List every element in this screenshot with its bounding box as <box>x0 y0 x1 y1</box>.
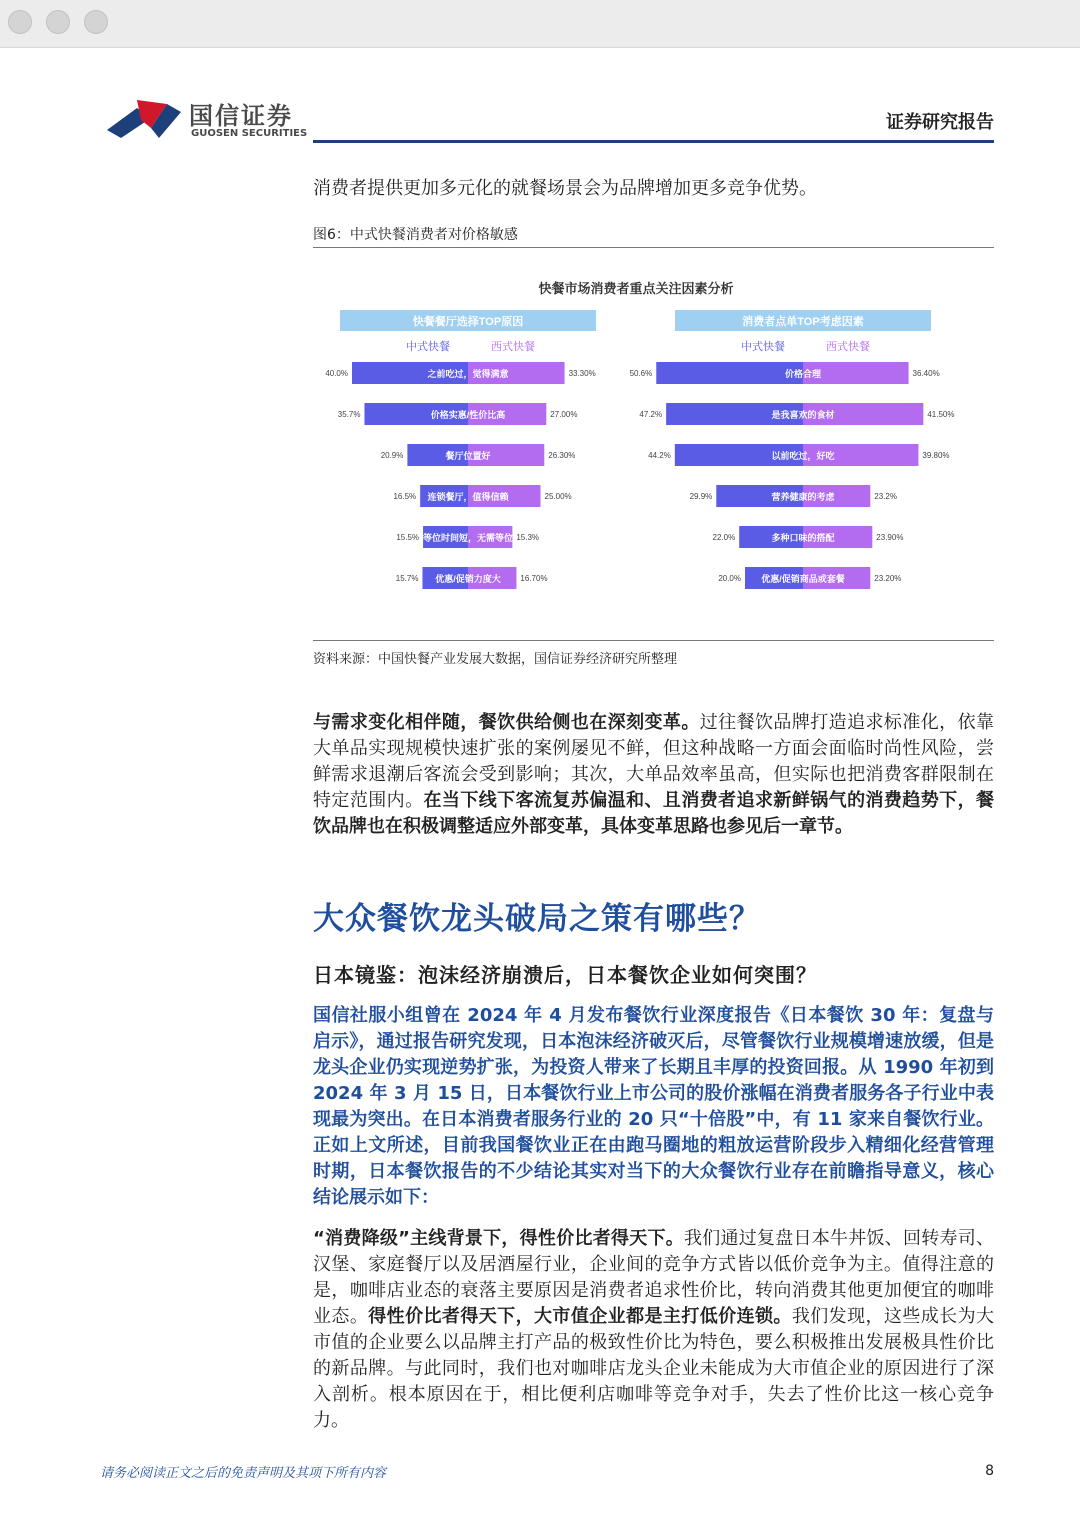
figure-source: 资料来源：中国快餐产业发展大数据，国信证券经济研究所整理 <box>313 652 678 667</box>
bar-chinese <box>656 362 803 384</box>
downgrade-body-2: 我们发现，这些成长为大市值的企业要么以品牌主打产品的极致性价比为特色，要么积极推出发展极具性价比的新品牌。与此同时，我们也对咖啡店龙头企业未能成为大市值企业的原因进行了深入剖析。根本原因在于，相比便利店咖啡等竞争对手，失去了性价比这一核心竞争力。 <box>313 1306 995 1431</box>
consumption-downgrade-paragraph <box>313 1226 994 1434</box>
panel-header-text-0: 快餐餐厅选择TOP原因 <box>412 316 524 328</box>
category-label: 优惠/促销商品或套餐 <box>761 574 845 584</box>
company-logo <box>107 96 308 146</box>
value-label-chinese: 15.7% <box>395 574 419 583</box>
category-label: 餐厅位置好 <box>445 451 491 461</box>
category-label: 优惠/促销力度大 <box>435 574 501 584</box>
panel-header-text-1: 消费者点单TOP考虑因素 <box>742 316 864 328</box>
supply-side-tail: 在当下线下客流复苏偏温和、且消费者追求新鲜锅气的消费趋势下，餐饮品牌也在积极调整适应外部变革，具体变革思路也参见后一章节。 <box>313 790 994 837</box>
logo-mark-icon <box>107 98 183 144</box>
supply-side-lead: 与需求变化相伴随，餐饮供给侧也在深刻变革。 <box>313 712 700 733</box>
intro-paragraph: 消费者提供更加多元化的就餐场景会为品牌增加更多竞争优势。 <box>313 178 817 199</box>
figure-bottom-rule <box>313 640 994 641</box>
value-label-western: 15.3% <box>516 533 540 542</box>
category-label: 之前吃过，觉得满意 <box>427 369 509 379</box>
value-label-chinese: 35.7% <box>337 410 361 419</box>
value-label-western: 25.00% <box>544 492 572 501</box>
value-label-chinese: 16.5% <box>393 492 417 501</box>
figure-title: 图6：中式快餐消费者对价格敏感 <box>313 227 518 243</box>
supply-side-body: 过往餐饮品牌打造追求标准化，依靠大单品实现规模快速扩张的案例屡见不鲜，但这种战略一方面会面临时尚性风险，尝鲜需求退潮后客流会受到影响；其次，大单品效率虽高，但实际也把消费客群限制在特定范围内。 <box>313 712 994 811</box>
window-titlebar <box>0 0 1080 48</box>
value-label-chinese: 20.9% <box>380 451 404 460</box>
window-close-button[interactable] <box>8 10 32 34</box>
japan-report-paragraph: 国信社服小组曾在 2024 年 4 月发布餐饮行业深度报告《日本餐饮 30 年：复盘与启示》，通过报告研究发现，日本泡沫经济破灭后，尽管餐饮行业规模增速放缓，但是龙头企业仍实现逆势扩张，为投资人带来了长期且丰厚的投资回报。从 1990 年初到 2024 年 3 月 15 日，日本餐饮行业上市公司的股价涨幅在消费者服务各子行业中表现最为突出。在日本消费者服务行业的 20 只“十倍股”中，有 11 家来自餐饮行业。正如上文所述，目前我国餐饮业正在由跑马圈地的粗放运营阶段步入精细化经营管理时期，日本餐饮报告的不少结论其实对当下的大众餐饮行业存在前瞻指导意义，核心结论展示如下： <box>313 1005 994 1208</box>
legend-chinese-0: 中式快餐 <box>406 341 450 353</box>
category-label: 价格实惠/性价比高 <box>430 410 506 420</box>
value-label-chinese: 50.6% <box>629 369 653 378</box>
page-number: 8 <box>985 1463 994 1479</box>
value-label-western: 26.30% <box>548 451 576 460</box>
disclaimer-note: 请务必阅读正文之后的免责声明及其项下所有内容 <box>100 1466 387 1481</box>
legend-western-1: 西式快餐 <box>826 341 870 353</box>
value-label-chinese: 40.0% <box>325 369 348 378</box>
legend-chinese-1: 中式快餐 <box>741 341 785 353</box>
category-label: 多种口味的搭配 <box>771 533 835 543</box>
category-label: 以前吃过，好吃 <box>771 451 835 461</box>
section-heading: 大众餐饮龙头破局之策有哪些？ <box>313 901 761 937</box>
downgrade-lead: “消费降级”主线背景下，得性价比者得天下。 <box>313 1228 684 1249</box>
legend-western-0: 西式快餐 <box>491 341 535 353</box>
window-minimize-button[interactable] <box>46 10 70 34</box>
category-label: 是我喜欢的食材 <box>771 410 835 420</box>
window-zoom-button[interactable] <box>84 10 108 34</box>
supply-side-paragraph <box>313 710 994 840</box>
category-label: 等位时间短，无需等位 <box>422 533 514 543</box>
downgrade-mid: 得性价比者得天下，大市值企业都是主打低价连锁。 <box>368 1306 792 1327</box>
value-label-western: 33.30% <box>568 369 596 378</box>
sub-heading: 日本镜鉴：泡沫经济崩溃后，日本餐饮企业如何突围？ <box>313 963 817 987</box>
downgrade-body-1: 我们通过复盘日本牛丼饭、回转寿司、汉堡、家庭餐厅以及居酒屋行业，企业间的竞争方式皆以低价竞争为主。值得注意的是，咖啡店业态的衰落主要原因是消费者追求性价比，转向消费其他更加便宜的咖啡业态。 <box>313 1228 994 1327</box>
report-type-label: 证券研究报告 <box>886 112 994 133</box>
value-label-western: 39.80% <box>922 451 950 460</box>
logo-english-name: GUOSEN SECURITIES <box>191 128 308 139</box>
category-label: 连锁餐厅，值得信赖 <box>427 492 509 502</box>
value-label-chinese: 22.0% <box>712 533 736 542</box>
value-label-chinese: 15.5% <box>396 533 420 542</box>
chart-title: 快餐市场消费者重点关注因素分析 <box>538 281 734 296</box>
value-label-western: 27.00% <box>550 410 578 419</box>
value-label-chinese: 20.0% <box>718 574 741 583</box>
category-label: 价格合理 <box>784 369 822 379</box>
category-label: 营养健康的考虑 <box>771 492 835 502</box>
value-label-chinese: 29.9% <box>689 492 713 501</box>
header-divider <box>313 140 994 143</box>
value-label-western: 41.50% <box>927 410 955 419</box>
value-label-western: 23.90% <box>876 533 904 542</box>
value-label-chinese: 44.2% <box>648 451 671 460</box>
value-label-western: 23.2% <box>874 492 897 501</box>
consumer-factors-chart <box>313 270 994 630</box>
logo-chinese-name: 国信证券 <box>189 102 293 130</box>
value-label-western: 16.70% <box>520 574 548 583</box>
value-label-chinese: 47.2% <box>639 410 663 419</box>
value-label-western: 36.40% <box>912 369 940 378</box>
figure-top-rule <box>313 247 994 248</box>
value-label-western: 23.20% <box>874 574 902 583</box>
